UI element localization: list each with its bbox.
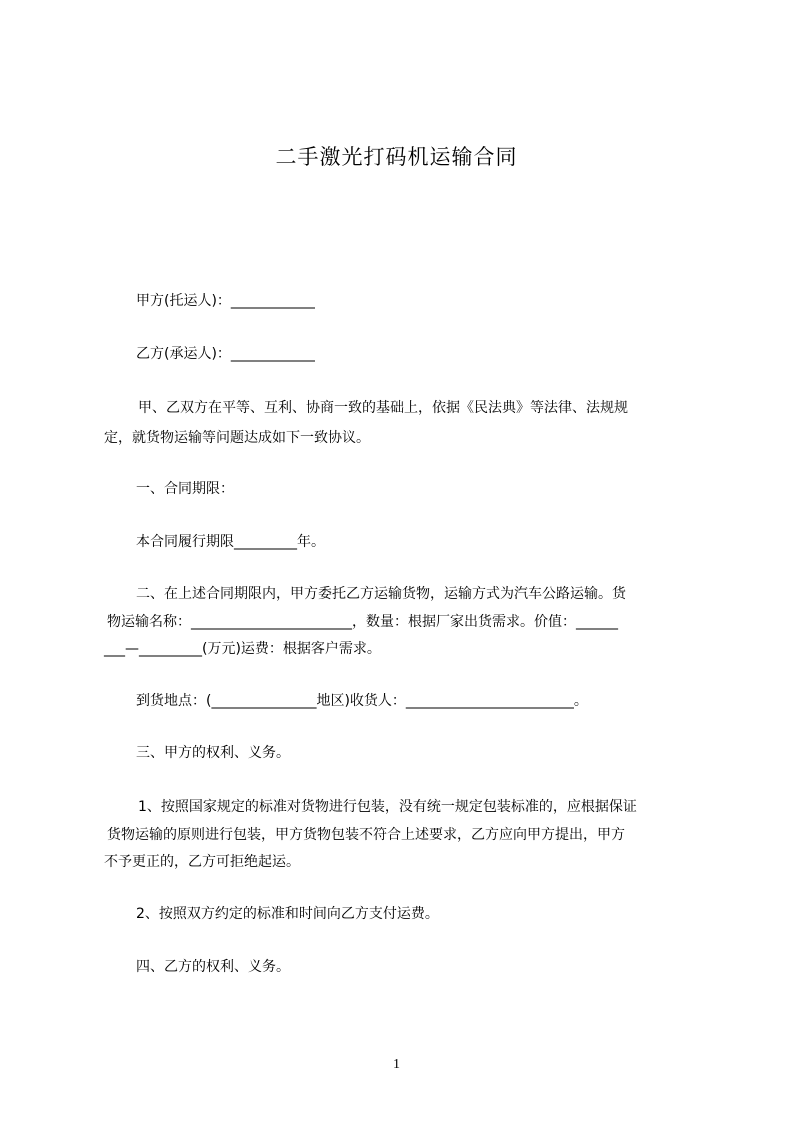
- section-1-heading: 一、合同期限：: [136, 481, 234, 497]
- intro-paragraph-line-1: 甲、乙双方在平等、互利、协商一致的基础上，依据《民法典》等法律、法规规: [138, 400, 628, 416]
- section-3-item-1-line-3: 不予更正的，乙方可拒绝起运。: [104, 854, 300, 870]
- section-3-item-1-line-2: 货物运输的原则进行包装，甲方货物包装不符合上述要求，乙方应向甲方提出，甲方: [107, 827, 625, 843]
- party-a-line: 甲方(托运人)：____________: [136, 293, 315, 309]
- section-2-line-1: 二、在上述合同期限内，甲方委托乙方运输货物，运输方式为汽车公路运输。货: [136, 586, 626, 602]
- section-2-line-2: 物运输名称：_______________________，数量：根据厂家出货需求。价值：______: [107, 614, 618, 630]
- page-number: 1: [393, 1057, 400, 1072]
- section-3-heading: 三、甲方的权利、义务。: [136, 745, 290, 761]
- section-3-item-1-line-1: 1、按照国家规定的标准对货物进行包装，没有统一规定包装标准的，应根据保证: [138, 799, 637, 815]
- section-1-body: 本合同履行期限_________年。: [136, 534, 325, 550]
- destination-line: 到货地点：(_______________地区)收货人：________________________。: [136, 693, 588, 709]
- section-3-item-2: 2、按照双方约定的标准和时间向乙方支付运费。: [136, 906, 439, 922]
- section-2-line-3: ___—_________(万元)运费：根据客户需求。: [104, 641, 381, 657]
- document-title: 二手激光打码机运输合同: [275, 145, 518, 169]
- intro-paragraph-line-2: 定，就货物运输等问题达成如下一致协议。: [104, 430, 370, 446]
- party-b-line: 乙方(承运人)：____________: [136, 346, 315, 362]
- section-4-heading: 四、乙方的权利、义务。: [136, 959, 290, 975]
